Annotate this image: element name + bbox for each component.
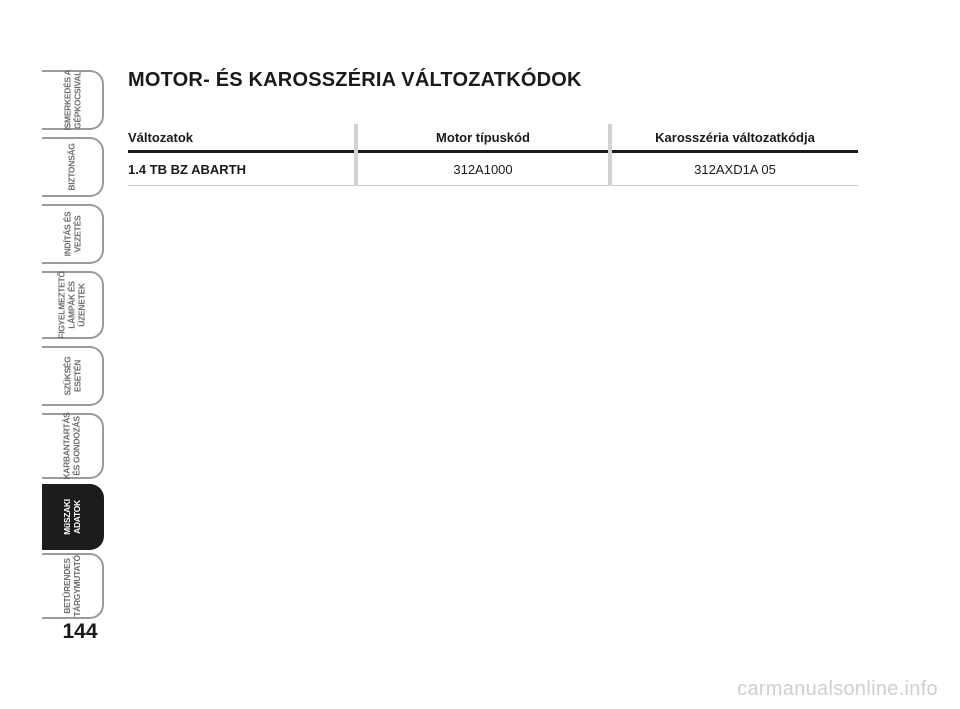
tab-label: MűSZAKI ADATOK <box>62 499 82 535</box>
tab-inditas[interactable] <box>42 204 104 264</box>
cell-engine-code: 312A1000 <box>356 152 610 186</box>
cell-body-code: 312AXD1A 05 <box>610 152 858 186</box>
tab-label: FIGYELMEZTETŐ LÁMPÁK ÉS ÜZENETEK <box>57 271 87 339</box>
table-header-row <box>128 124 858 152</box>
tab-ismerkedes[interactable] <box>42 70 104 130</box>
page-number: 144 <box>62 620 98 643</box>
tab-label: KARBANTARTÁS ÉS GONDOZÁS <box>62 412 83 480</box>
tab-muszaki-adatok[interactable] <box>42 484 104 550</box>
tab-figyelmezteto[interactable] <box>42 271 104 339</box>
tab-label: SZÜKSÉG ESETÉN <box>62 356 82 396</box>
column-header-body-code: Karosszéria változatkódja <box>610 124 858 152</box>
tab-karbantartas[interactable] <box>42 413 104 479</box>
column-header-variants: Változatok <box>128 124 356 152</box>
tab-label: BETŰRENDES TÁRGYMUTATÓ <box>62 555 83 617</box>
tab-label: ISMERKEDÉS A GÉPKOCSIVAL <box>62 69 83 131</box>
page-title: MOTOR- ÉS KAROSSZÉRIA VÁLTOZATKÓDOK <box>128 69 582 91</box>
variant-codes-table <box>128 124 858 186</box>
column-header-engine-code: Motor típuskód <box>356 124 610 152</box>
watermark: carmanualsonline.info <box>737 678 938 700</box>
tab-label: BIZTONSÁG <box>66 143 77 191</box>
tab-szukseg[interactable] <box>42 346 104 406</box>
tab-label: INDÍTÁS ÉS VEZETÉS <box>61 211 82 257</box>
table-row <box>128 152 858 186</box>
tab-biztonsag[interactable] <box>42 137 104 197</box>
cell-variant: 1.4 TB BZ ABARTH <box>128 152 356 186</box>
tab-betu-rendes[interactable] <box>42 553 104 619</box>
